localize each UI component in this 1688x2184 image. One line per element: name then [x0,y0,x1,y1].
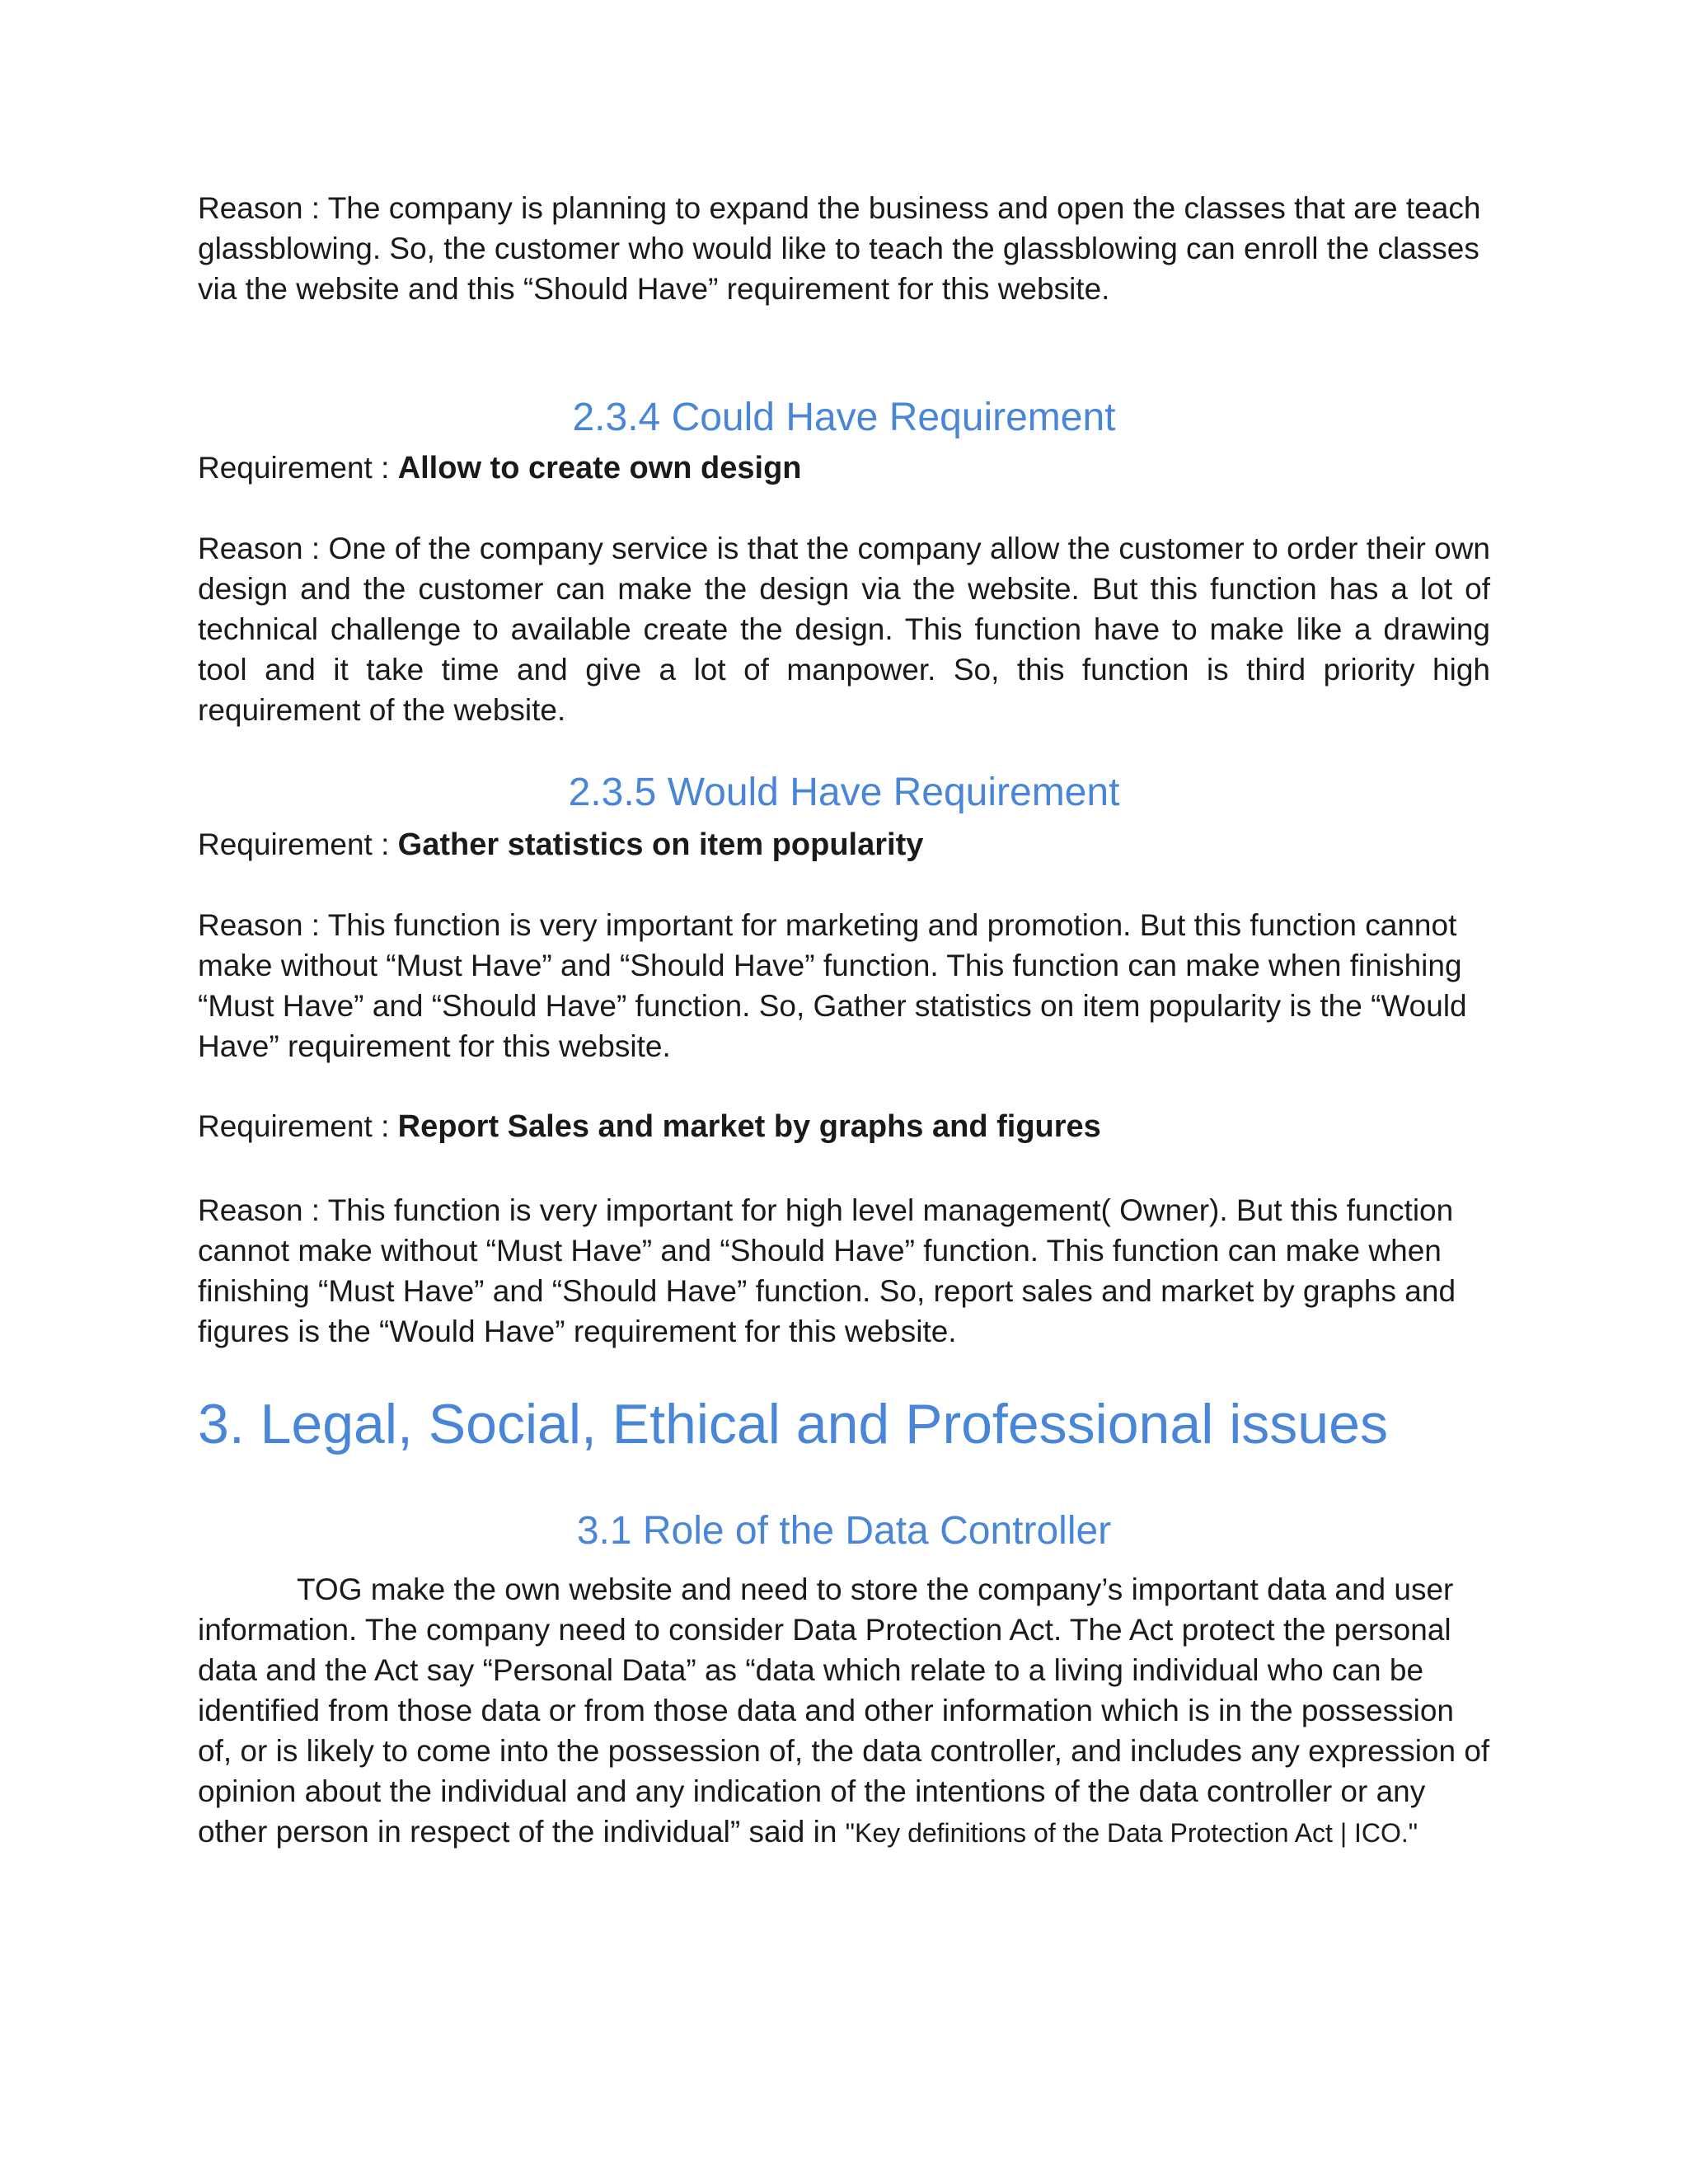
body-text: TOG make the own website and need to store the company’s important data and user information. The company need to consider Data Protection Act. The Act protect the personal data and the Act say “Personal Data” as “data which relate to a living individual who can be identified from those data or from those data and other information which is in the possession of, or is likely to come into the possession of, the data controller, and includes any expression of opinion about the individual and any indication of the intentions of the data controller or any other person in respect of the individual” said in [198,1572,1490,1849]
reason-paragraph: Reason : This function is very important for high level management( Owner). But this function cannot make without “Must Have” and “Should Have” function. This function can make when finishing “Must Have” and “Should Have” function. So, report sales and market by graphs and figures is the “Would Have” requirement for this website. [198,1193,1456,1348]
requirement-line [198,824,1490,865]
requirement-label: Requirement : [198,1109,398,1143]
requirement-value: Report Sales and market by graphs and figures [397,1109,1101,1144]
body-paragraph [198,1569,1490,1854]
reason-paragraph: Reason : One of the company service is that the company allow the customer to order their own design and the customer can make the design via the website. But this function has a lot of technical challenge to available create the design. This function have to make like a drawing tool and it take time and give a lot of manpower. So, this function is third priority high requirement of the website. [198,532,1490,727]
requirement-line [198,1106,1490,1147]
requirement-label: Requirement : [198,827,398,861]
requirement-value: Gather statistics on item popularity [397,827,924,862]
requirement-line [198,448,1490,489]
reason-paragraph: Reason : The company is planning to expand the business and open the classes that are teach glassblowing. So, the customer who would like to teach the glassblowing can enroll the classes via the website and this “Should Have” requirement for this website. [198,191,1481,306]
chapter-heading-3: 3. Legal, Social, Ethical and Professional issues [198,1393,1388,1455]
reason-paragraph: Reason : This function is very important for marketing and promotion. But this function cannot make without “Must Have” and “Should Have” function. This function can make when finishing “Must Have” and “Should Have” function. So, Gather statistics on item popularity is the “Would Have” requirement for this website. [198,908,1467,1063]
citation: "Key definitions of the Data Protection Act | ICO." [845,1818,1418,1848]
section-heading-2-3-5: 2.3.5 Would Have Requirement [568,771,1120,814]
section-heading-2-3-4: 2.3.4 Could Have Requirement [572,396,1116,439]
requirement-value: Allow to create own design [397,451,802,485]
requirement-label: Requirement : [198,451,398,485]
document-page [198,188,1490,1854]
section-heading-3-1: 3.1 Role of the Data Controller [576,1509,1112,1553]
